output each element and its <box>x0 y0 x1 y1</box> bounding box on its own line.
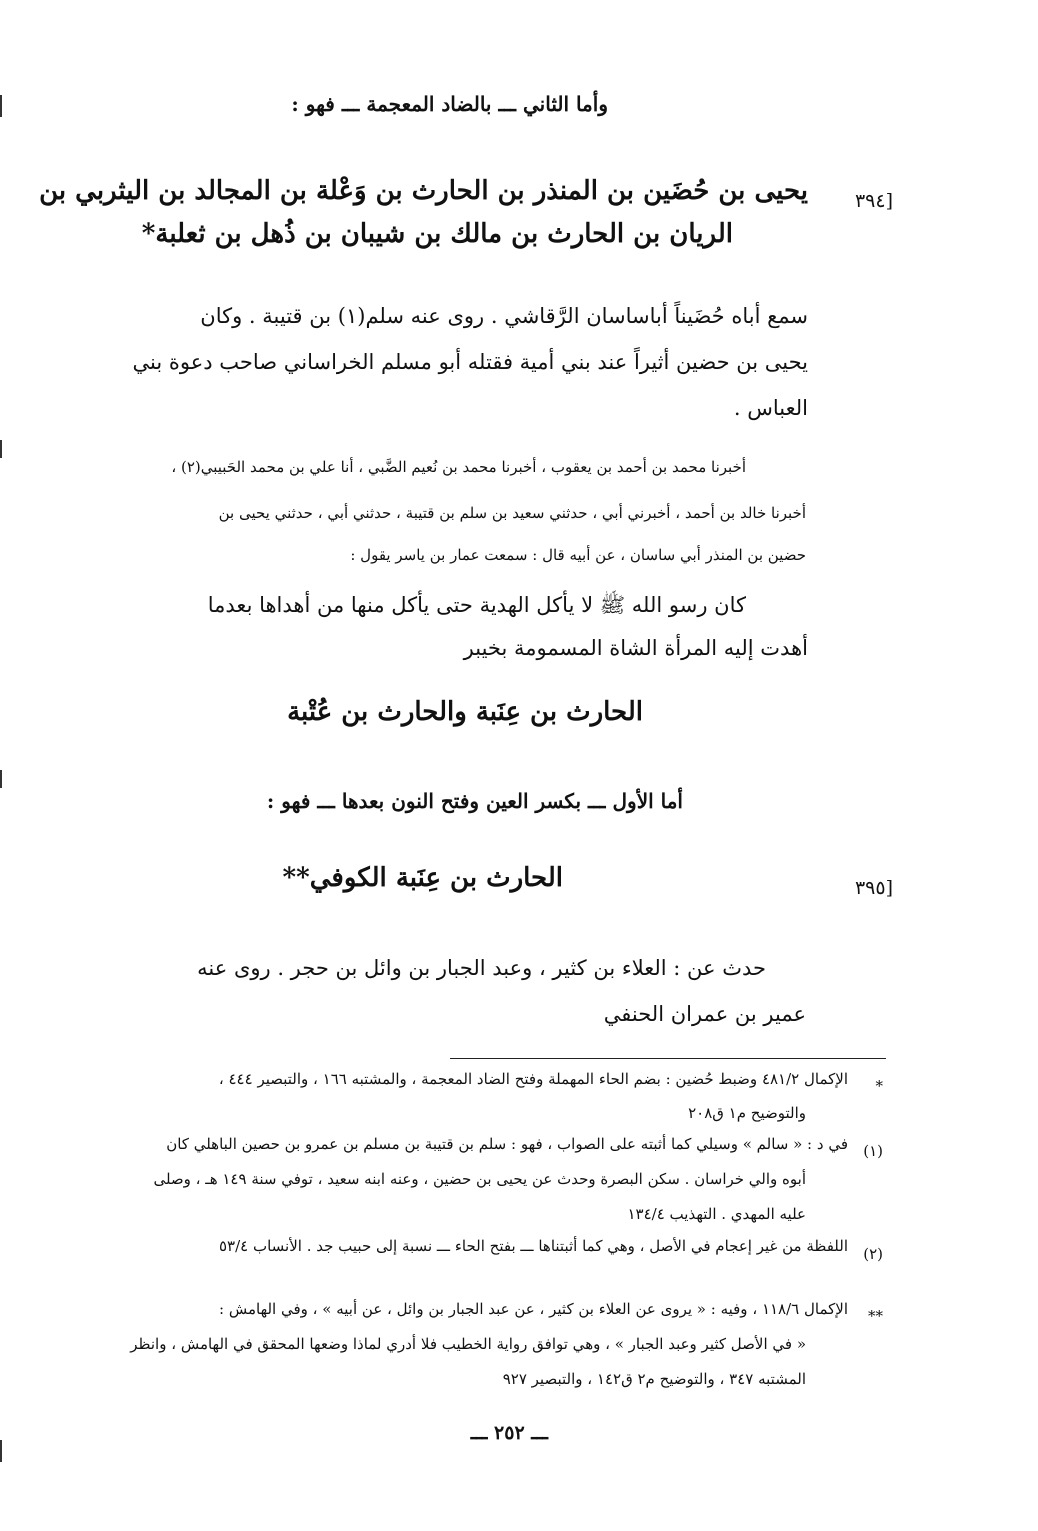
scan-edge-mark <box>0 770 2 788</box>
isnad-line: أخبرنا محمد بن أحمد بن يعقوب ، أخبرنا محمد بن نُعيم الضَّبي ، أنا علي بن محمد الحَبيبي(٢) ، <box>171 458 746 476</box>
entry-number: [٣٩٥ <box>854 877 893 899</box>
scan-edge-mark <box>0 95 2 117</box>
footnote-line: الإكمال ٤٨١/٢ وضبط حُضين : بضم الحاء المهملة وفتح الضاد المعجمة ، والمشتبه ١٦٦ ، والتبصير ٤٤٤ ، <box>218 1070 848 1088</box>
footnote-mark: * <box>875 1077 883 1095</box>
entry-title-line: الريان بن الحارث بن مالك بن شيبان بن ذُهل بن ثعلبة* <box>141 219 733 249</box>
footnote-mark: (٢) <box>863 1245 883 1263</box>
group-heading: الحارث بن عِنَبة والحارث بن عُتْبة <box>287 697 643 727</box>
footnote-line: الإكمال ١١٨/٦ ، وفيه : « يروى عن العلاء بن كثير ، عن عبد الجبار بن وائل ، عن أبيه » ، وفي الهامش : <box>219 1300 848 1318</box>
body-line: يحيى بن حضين أثيراً عند بني أمية فقتله أبو مسلم الخراساني صاحب دعوة بني <box>132 350 808 374</box>
scan-edge-mark <box>0 1440 2 1462</box>
footnote-line: أبوه والي خراسان . سكن البصرة وحدث عن يحيى بن حضين ، وعنه ابنه سعيد ، توفي سنة ١٤٩ هـ ، وصلى <box>153 1170 806 1188</box>
body-line: سمع أباه حُضَيناً أباساسان الرَّقاشي . روى عنه سلم(١) بن قتيبة . وكان <box>200 304 808 328</box>
entry-number: [٣٩٤ <box>854 190 893 212</box>
section-first: أما الأول ـــ بكسر العين وفتح النون بعدها ـــ فهو : <box>266 789 683 813</box>
footnote-mark: ** <box>868 1307 883 1325</box>
footnote-mark: (١) <box>863 1142 883 1160</box>
footnote-line: والتوضيح م١ ق٢٠٨ <box>688 1104 806 1122</box>
body-line: العباس . <box>733 396 808 420</box>
footnote-line: في د : « سالم » وسيلي كما أثبته على الصواب ، فهو : سلم بن قتيبة بن مسلم بن عمرو بن حصين الباهلي كان <box>166 1135 848 1153</box>
scan-edge-mark <box>0 440 2 458</box>
footnote-line: عليه المهدي . التهذيب ١٣٤/٤ <box>627 1205 806 1223</box>
body-line: عمير بن عمران الحنفي <box>603 1002 806 1026</box>
footnote-separator <box>450 1058 886 1059</box>
isnad-line: أخبرنا خالد بن أحمد ، أخبرني أبي ، حدثني سعيد بن سلم بن قتيبة ، حدثني أبي ، حدثني يحيى بن <box>218 504 806 522</box>
page-number: ـــ ٢٥٢ ـــ <box>470 1422 548 1444</box>
entry-title-line: يحيى بن حُضَين بن المنذر بن الحارث بن وَعْلة بن المجالد بن اليثربي بن <box>39 176 808 206</box>
hadith-line: أهدت إليه المرأة الشاة المسمومة بخيبر <box>463 636 808 660</box>
section-intro: وأما الثاني ـــ بالضاد المعجمة ـــ فهو : <box>291 92 608 116</box>
hadith-line: كان رسو الله ﷺ لا يأكل الهدية حتى يأكل منها من أهداها بعدما <box>207 593 746 617</box>
body-line: حدث عن : العلاء بن كثير ، وعبد الجبار بن وائل بن حجر . روى عنه <box>197 956 766 980</box>
footnote-line: المشتبه ٣٤٧ ، والتوضيح م٢ ق١٤٢ ، والتبصير ٩٢٧ <box>502 1370 806 1388</box>
entry-title: الحارث بن عِنَبة الكوفي** <box>282 863 563 893</box>
isnad-line: حضين بن المنذر أبي ساسان ، عن أبيه قال : سمعت عمار بن ياسر يقول : <box>350 546 806 564</box>
footnote-line: اللفظة من غير إعجام في الأصل ، وهي كما أثبتناها ـــ بفتح الحاء ـــ نسبة إلى حبيب جد . الأنساب ٥٣/٤ <box>218 1237 848 1255</box>
footnote-line: « في الأصل كثير وعبد الجبار » ، وهي توافق رواية الخطيب فلا أدري لماذا وضعها المحقق في الهامش ، وانظر <box>130 1335 806 1353</box>
